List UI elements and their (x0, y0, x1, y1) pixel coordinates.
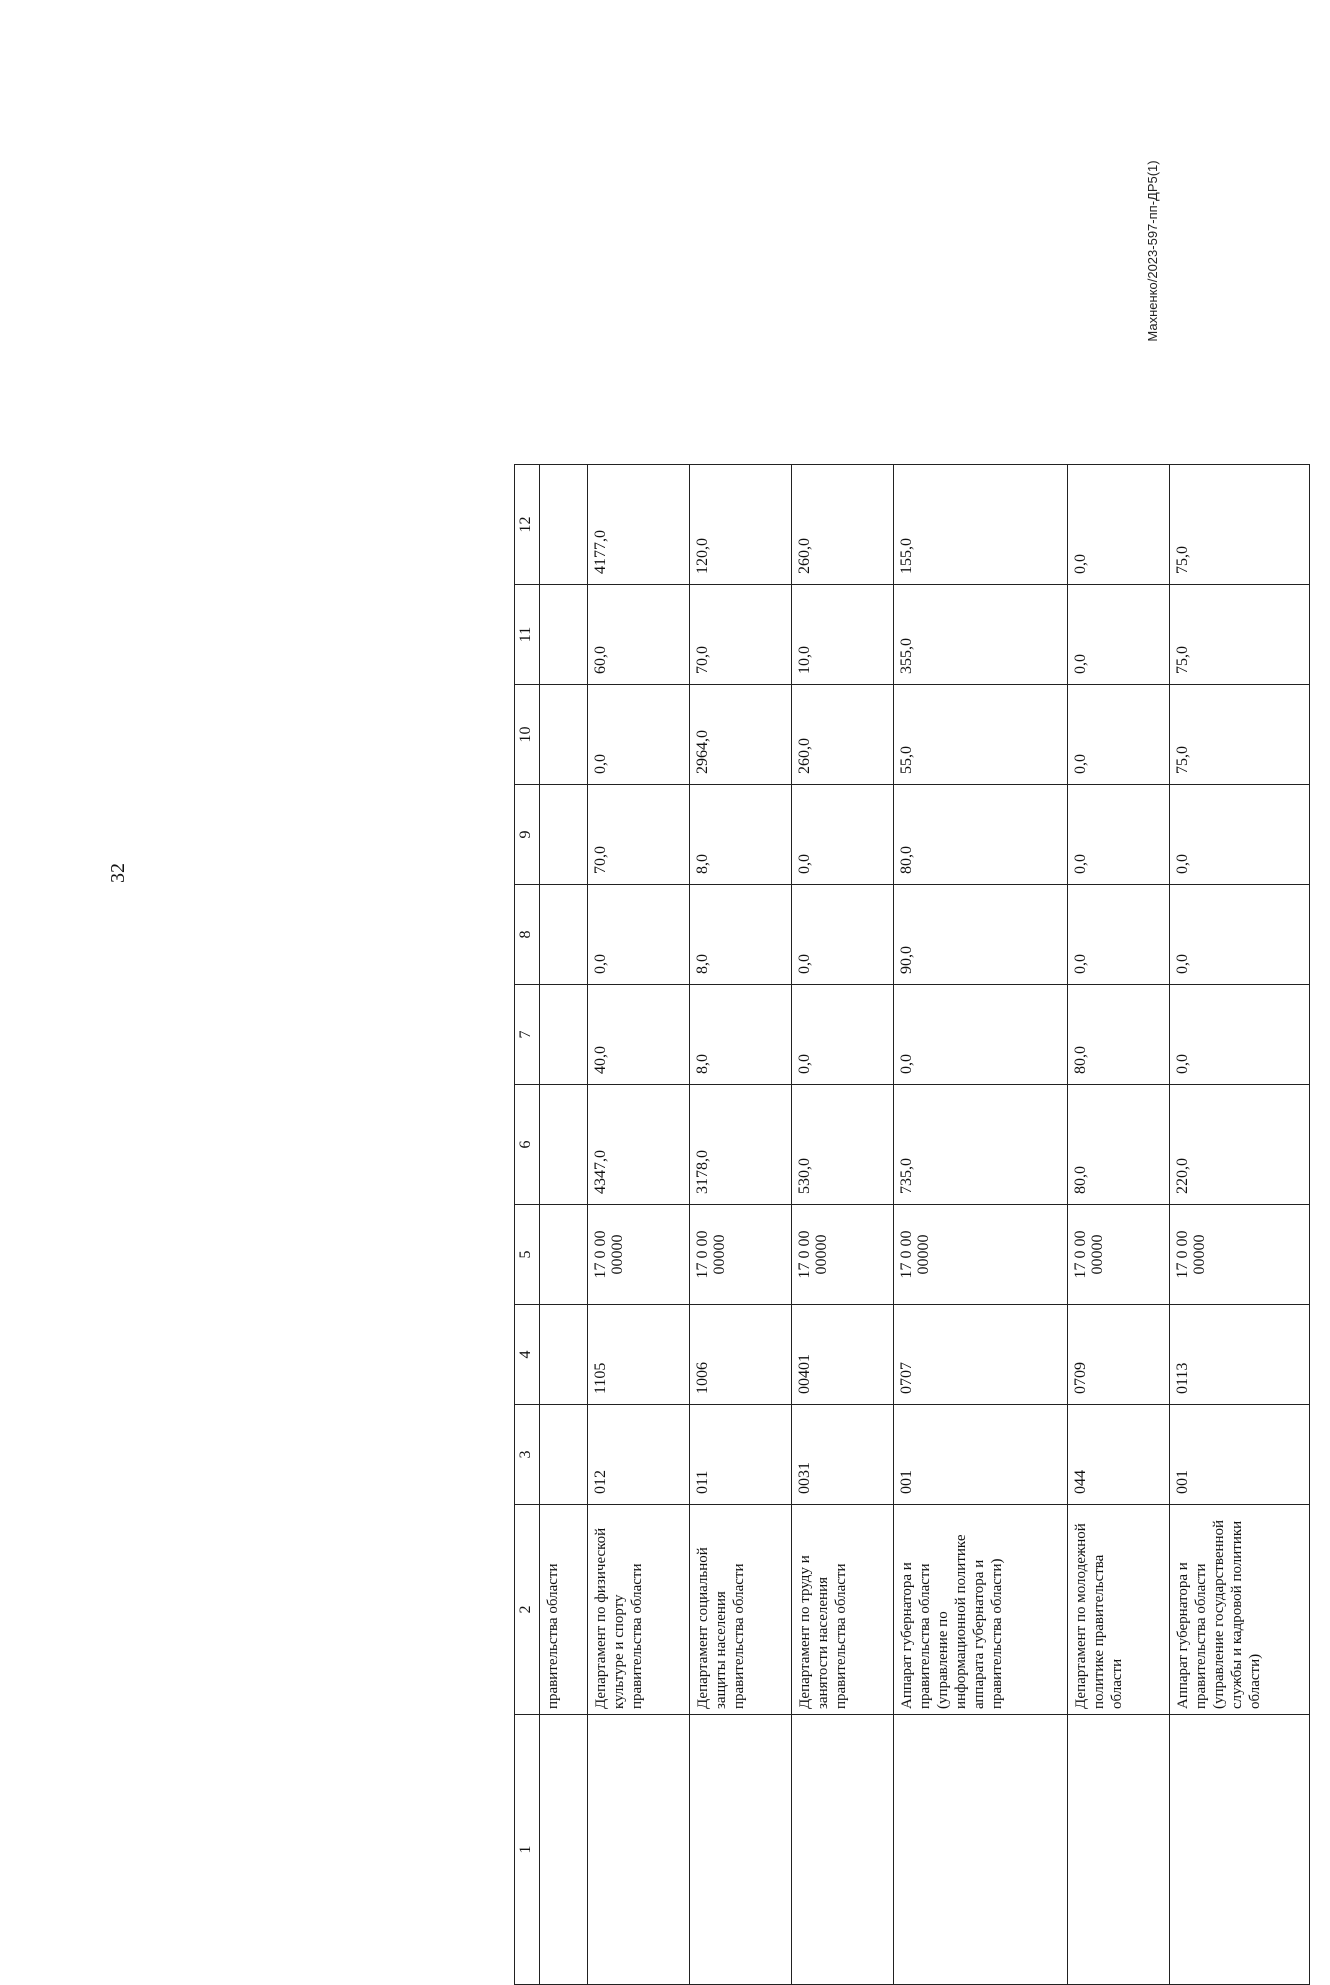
amount-cell: 4177,0 (588, 465, 690, 585)
table-cell (1068, 1715, 1170, 1985)
amount-cell: 735,0 (894, 1085, 1068, 1205)
header-cell: 8 (515, 885, 540, 985)
amount-cell: 8,0 (690, 885, 792, 985)
table-row (588, 465, 690, 1985)
amount-cell: 120,0 (690, 465, 792, 585)
indicator-cell: правительства области (540, 1505, 588, 1715)
grbs-code-cell (540, 1405, 588, 1505)
amount-cell: 0,0 (1068, 465, 1170, 585)
table-cell (690, 1715, 792, 1985)
header-cell: 4 (515, 1305, 540, 1405)
amount-cell: 260,0 (792, 465, 894, 585)
amount-cell: 70,0 (690, 585, 792, 685)
amount-cell (540, 465, 588, 585)
table-row (1068, 465, 1170, 1985)
table-cell (894, 1715, 1068, 1985)
table-body (515, 465, 1310, 1985)
budget-table (514, 464, 1310, 1985)
amount-cell: 0,0 (588, 685, 690, 785)
amount-cell: 0,0 (1170, 885, 1310, 985)
header-cell: 6 (515, 1085, 540, 1205)
header-cell: 11 (515, 585, 540, 685)
document-reference: Махненко/2023-597-пп-ДР5(1) (1145, 160, 1160, 342)
section-code-cell (540, 1305, 588, 1405)
table-cell (1170, 1715, 1310, 1985)
amount-cell: 60,0 (588, 585, 690, 685)
amount-cell: 40,0 (588, 985, 690, 1085)
amount-cell (540, 1085, 588, 1205)
header-cell: 12 (515, 465, 540, 585)
table-row (894, 465, 1068, 1985)
amount-cell: 3178,0 (690, 1085, 792, 1205)
indicator-cell: Департамент по молодежной политике правительства области (1068, 1505, 1170, 1715)
indicator-cell: Департамент по труду и занятости населения правительства области (792, 1505, 894, 1715)
section-code-cell: 1006 (690, 1305, 792, 1405)
program-code-cell: 17 0 00 00000 (588, 1205, 690, 1305)
amount-cell: 2964,0 (690, 685, 792, 785)
amount-cell: 8,0 (690, 985, 792, 1085)
grbs-code-cell: 012 (588, 1405, 690, 1505)
amount-cell: 0,0 (792, 785, 894, 885)
grbs-code-cell: 044 (1068, 1405, 1170, 1505)
amount-cell: 90,0 (894, 885, 1068, 985)
program-code-cell: 17 0 00 00000 (792, 1205, 894, 1305)
indicator-cell: Аппарат губернатора и правительства области (управление государственной службы и кадровой политики области) (1170, 1505, 1310, 1715)
program-code-cell: 17 0 00 00000 (1170, 1205, 1310, 1305)
amount-cell: 75,0 (1170, 685, 1310, 785)
table-cell (588, 1715, 690, 1985)
header-cell: 9 (515, 785, 540, 885)
table-row (792, 465, 894, 1985)
grbs-code-cell: 0031 (792, 1405, 894, 1505)
table-cell (792, 1715, 894, 1985)
amount-cell: 75,0 (1170, 465, 1310, 585)
header-cell: 1 (515, 1715, 540, 1985)
grbs-code-cell: 001 (1170, 1405, 1310, 1505)
amount-cell: 80,0 (894, 785, 1068, 885)
amount-cell: 80,0 (1068, 1085, 1170, 1205)
table-cell (540, 1715, 588, 1985)
amount-cell: 355,0 (894, 585, 1068, 685)
amount-cell (540, 885, 588, 985)
section-code-cell: 00401 (792, 1305, 894, 1405)
table-row (690, 465, 792, 1985)
program-code-cell: 17 0 00 00000 (894, 1205, 1068, 1305)
amount-cell (540, 785, 588, 885)
amount-cell: 0,0 (1170, 785, 1310, 885)
table-container (514, 465, 1330, 1985)
section-code-cell: 0113 (1170, 1305, 1310, 1405)
program-code-cell (540, 1205, 588, 1305)
amount-cell: 0,0 (894, 985, 1068, 1085)
program-code-cell: 17 0 00 00000 (1068, 1205, 1170, 1305)
amount-cell: 0,0 (792, 985, 894, 1085)
amount-cell: 220,0 (1170, 1085, 1310, 1205)
amount-cell: 155,0 (894, 465, 1068, 585)
page-number: 32 (107, 863, 129, 883)
header-cell: 3 (515, 1405, 540, 1505)
amount-cell: 0,0 (1170, 985, 1310, 1085)
amount-cell: 0,0 (1068, 785, 1170, 885)
amount-cell (540, 685, 588, 785)
section-code-cell: 0707 (894, 1305, 1068, 1405)
grbs-code-cell: 001 (894, 1405, 1068, 1505)
amount-cell: 0,0 (1068, 585, 1170, 685)
amount-cell: 80,0 (1068, 985, 1170, 1085)
program-code-cell: 17 0 00 00000 (690, 1205, 792, 1305)
table-row (540, 465, 588, 1985)
amount-cell: 0,0 (1068, 885, 1170, 985)
amount-cell: 75,0 (1170, 585, 1310, 685)
section-code-cell: 1105 (588, 1305, 690, 1405)
amount-cell: 70,0 (588, 785, 690, 885)
section-code-cell: 0709 (1068, 1305, 1170, 1405)
amount-cell: 0,0 (792, 885, 894, 985)
header-row (515, 465, 540, 1985)
header-cell: 10 (515, 685, 540, 785)
table-row (1170, 465, 1310, 1985)
amount-cell: 4347,0 (588, 1085, 690, 1205)
amount-cell: 0,0 (588, 885, 690, 985)
amount-cell (540, 985, 588, 1085)
indicator-cell: Аппарат губернатора и правительства области (управление по информационной политике аппарата губернатора и правительства области) (894, 1505, 1068, 1715)
header-cell: 2 (515, 1505, 540, 1715)
amount-cell: 8,0 (690, 785, 792, 885)
amount-cell (540, 585, 588, 685)
header-cell: 5 (515, 1205, 540, 1305)
amount-cell: 10,0 (792, 585, 894, 685)
amount-cell: 260,0 (792, 685, 894, 785)
grbs-code-cell: 011 (690, 1405, 792, 1505)
indicator-cell: Департамент по физической культуре и спорту правительства области (588, 1505, 690, 1715)
amount-cell: 0,0 (1068, 685, 1170, 785)
amount-cell: 530,0 (792, 1085, 894, 1205)
indicator-cell: Департамент социальной защиты населения правительства области (690, 1505, 792, 1715)
amount-cell: 55,0 (894, 685, 1068, 785)
header-cell: 7 (515, 985, 540, 1085)
